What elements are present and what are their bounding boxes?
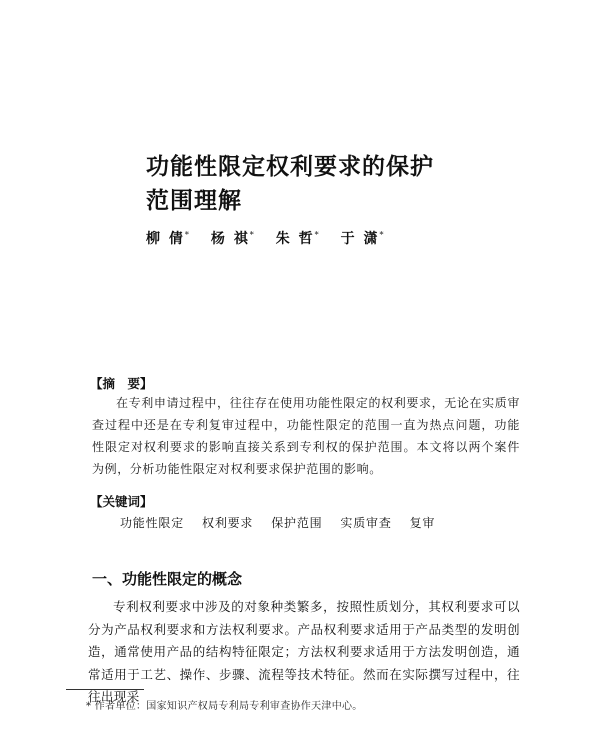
article-title-line1: 功能性限定权利要求的保护	[146, 154, 434, 180]
author: 朱 哲*	[275, 230, 321, 247]
keyword: 保护范围	[271, 516, 323, 530]
section-body	[88, 596, 520, 709]
footnote-text: 作者单位：国家知识产权局专利局专利审查协作天津中心。	[94, 701, 363, 712]
keywords-label: 【关键词】	[90, 494, 153, 509]
author-list	[146, 228, 506, 248]
abstract-label: 【摘 要】	[90, 376, 153, 391]
keyword: 实质审查	[340, 516, 392, 530]
section-heading: 一、功能性限定的概念	[92, 570, 243, 588]
keyword: 功能性限定	[120, 516, 185, 530]
body-paragraph: 专利权利要求中涉及的对象种类繁多，按照性质划分，其权利要求可以分为产品权利要求和方法权利要求。产品权利要求适用于产品类型的发明创造，通常使用产品的结构特征限定；方法权利要求适用于方法发明创造，通常适用于工艺、操作、步骤、流程等技术特征。然而在实际撰写过程中，往往出现采	[88, 599, 520, 704]
footnote-divider	[66, 689, 144, 690]
keywords-list	[120, 514, 540, 531]
author: 杨 祺*	[210, 230, 256, 247]
author: 柳 倩*	[146, 230, 191, 247]
keyword: 权利要求	[202, 516, 254, 530]
footnote	[86, 697, 526, 712]
abstract-text: 在专利申请过程中，往往存在使用功能性限定的权利要求，无论在实质审查过程中还是在专利复审过程中，功能性限定的范围一直为热点问题，功能性限定对权利要求的影响直接关系到专利权的保护范围。本文将以两个案件为例，分析功能性限定对权利要求保护范围的影响。	[92, 396, 520, 476]
footnote-mark: *	[86, 701, 92, 712]
author: 于 潇*	[340, 230, 386, 247]
keyword: 复审	[409, 516, 436, 530]
article-title-line2: 范围理解	[146, 188, 242, 214]
